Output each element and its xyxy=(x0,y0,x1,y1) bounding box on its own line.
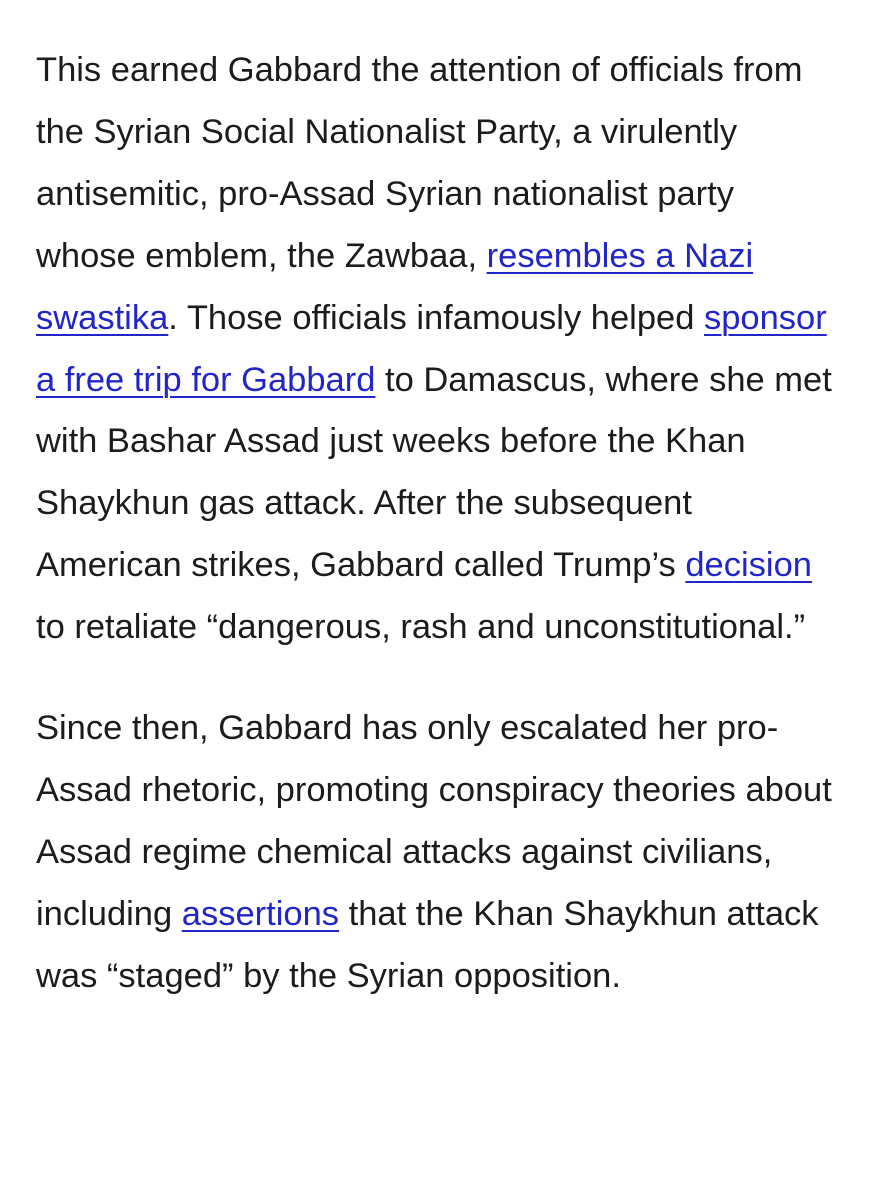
paragraph-text: This earned Gabbard the attention of officials from the Syrian Social Nationalist Party, a virulently antisemitic, pro-Assad Syrian nationalist party whose emblem, the Zawbaa, xyxy=(36,51,803,275)
paragraph-text: that the Khan Shaykhun attack was “staged” by the Syrian opposition. xyxy=(36,894,819,995)
paragraph-2 xyxy=(36,698,836,1008)
paragraph-1 xyxy=(36,40,836,659)
paragraph-text: . Those officials infamously helped xyxy=(168,298,704,337)
paragraph-text: Since then, Gabbard has only escalated her pro-Assad rhetoric, promoting conspiracy theories about Assad regime chemical attacks against civilians, including xyxy=(36,709,832,933)
link-resembles-nazi-swastika[interactable]: resembles a Nazi swastika xyxy=(36,236,754,337)
paragraph-text: to Damascus, where she met with Bashar Assad just weeks before the Khan Shaykhun gas attack. After the subsequent American strikes, Gabbard called Trump’s xyxy=(36,360,832,585)
paragraph-text: to retaliate “dangerous, rash and unconstitutional.” xyxy=(36,608,806,647)
link-decision[interactable]: decision xyxy=(685,546,812,585)
article-body xyxy=(36,40,836,1008)
link-assertions[interactable]: assertions xyxy=(181,894,340,933)
link-sponsor-free-trip[interactable]: sponsor a free trip for Gabbard xyxy=(36,298,827,399)
